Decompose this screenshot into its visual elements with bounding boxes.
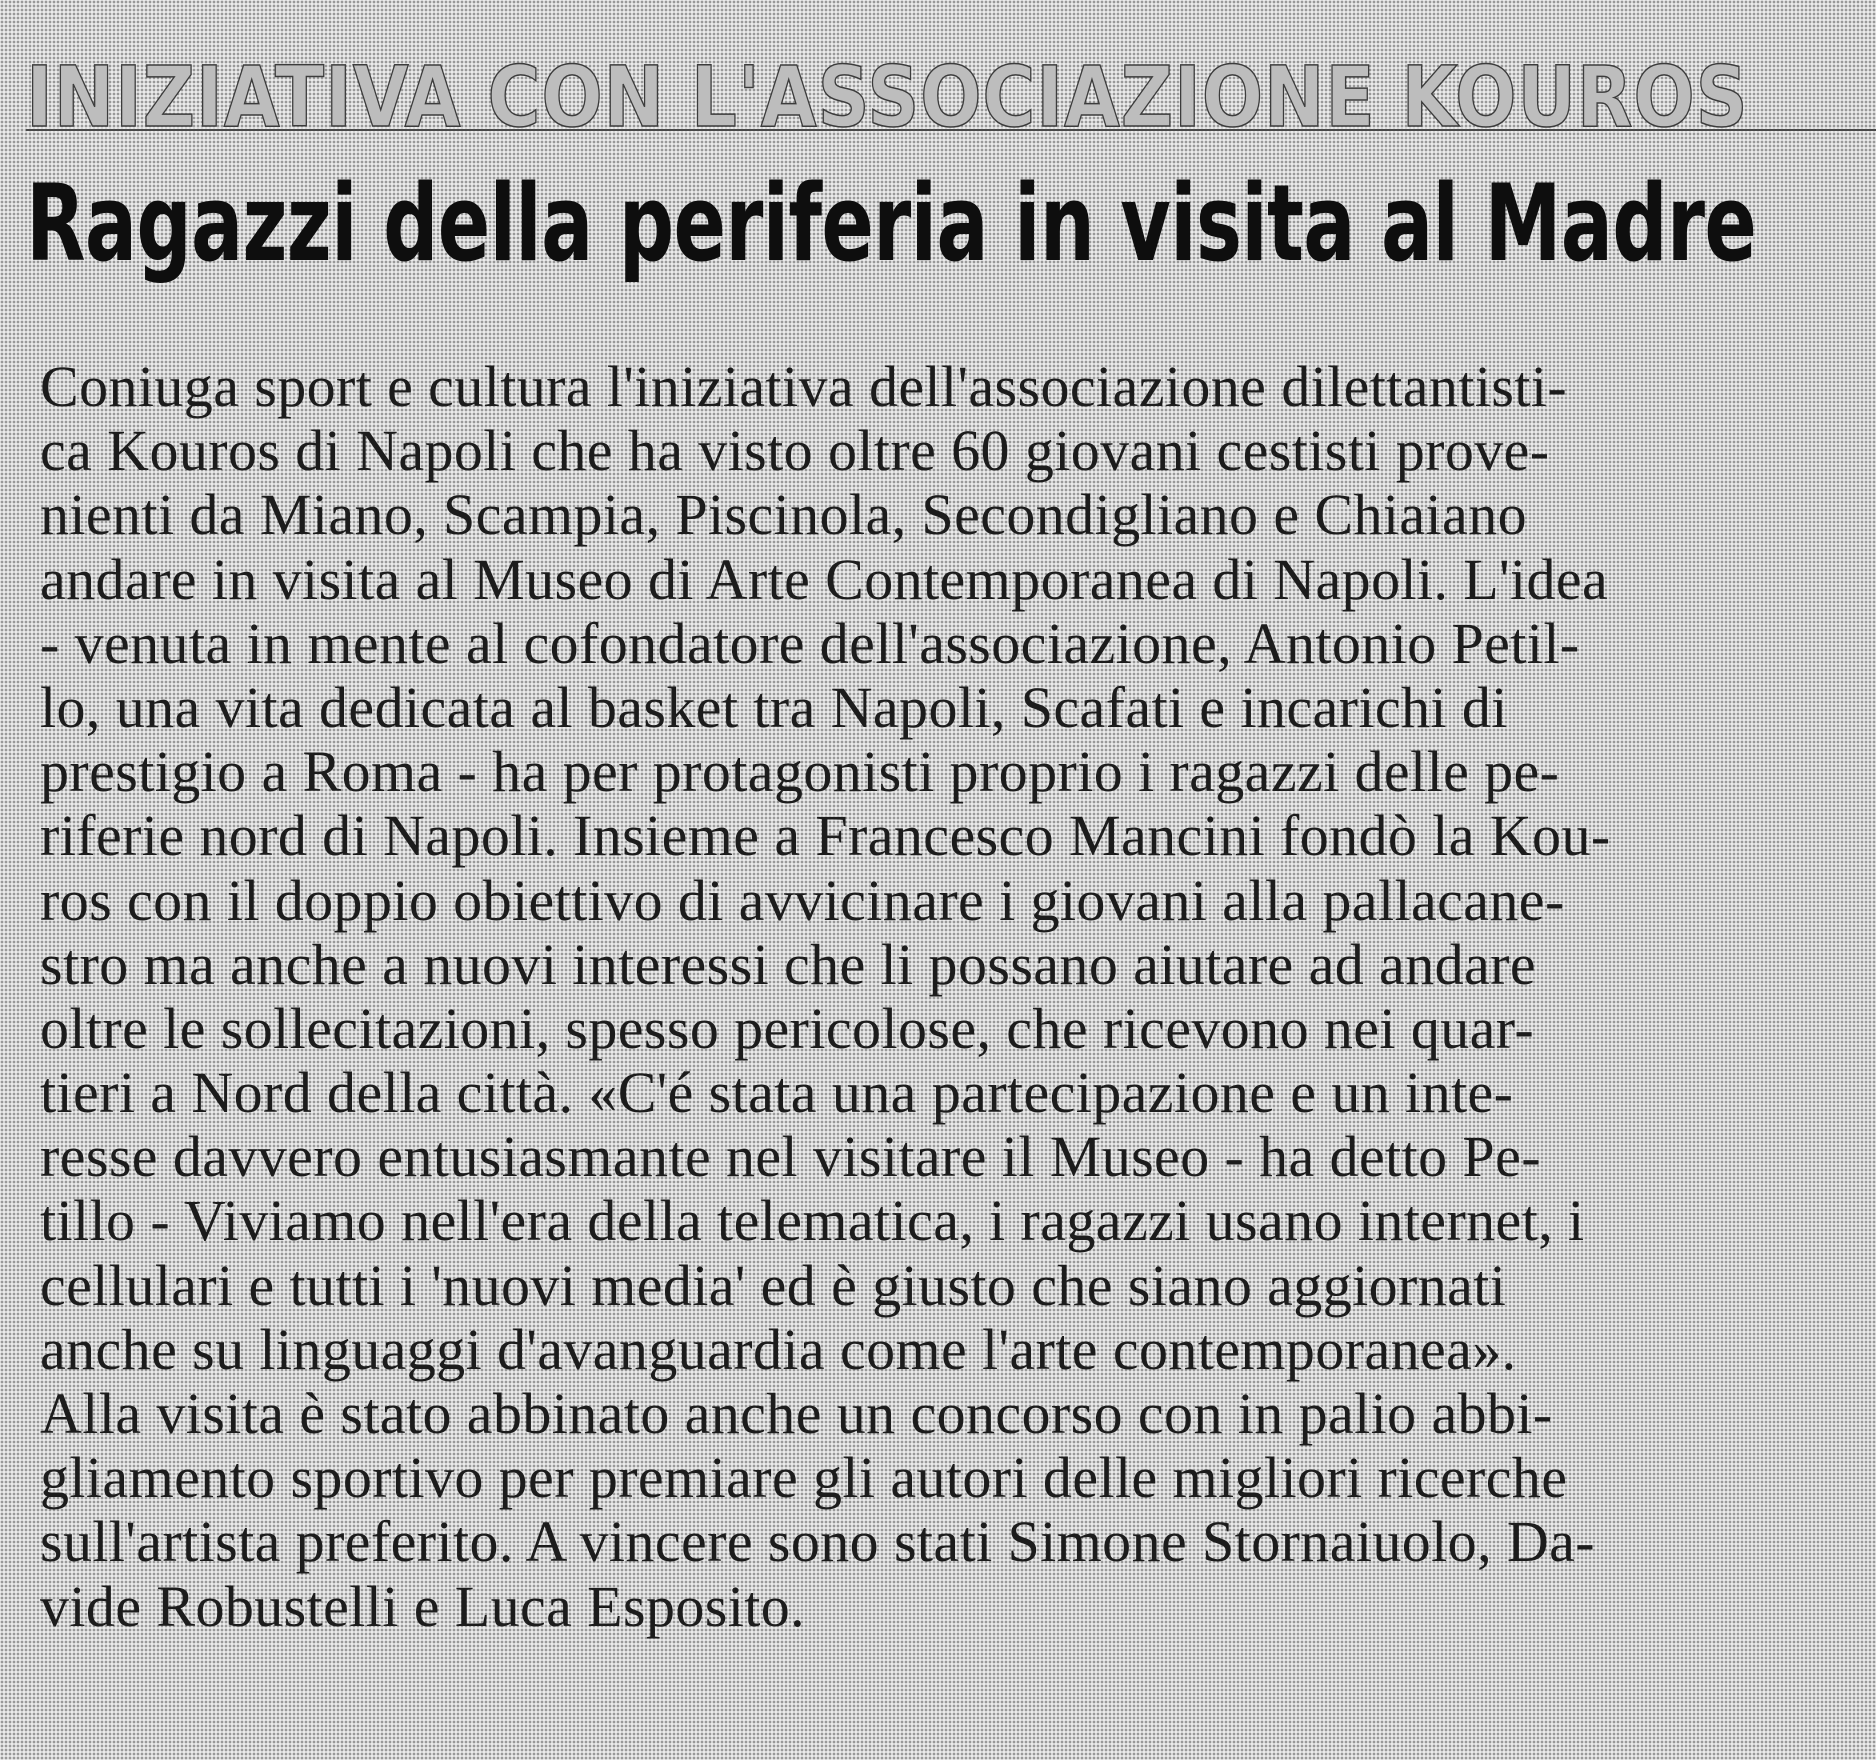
article-body bbox=[40, 355, 1870, 1639]
article-kicker: INIZIATIVA CON L'ASSOCIAZIONE KOUROS bbox=[26, 48, 1749, 146]
article-headline: Ragazzi della periferia in visita al Madre bbox=[26, 162, 1757, 285]
body-line: anche su linguaggi d'avanguardia come l'arte contemporanea». bbox=[40, 1316, 1517, 1382]
body-line: ros con il doppio obiettivo di avvicinare i giovani alla pallacane- bbox=[40, 867, 1565, 933]
body-line: riferie nord di Napoli. Insieme a Francesco Mancini fondò la Kou- bbox=[40, 803, 1611, 869]
body-line: andare in visita al Museo di Arte Contemporanea di Napoli. L'idea bbox=[40, 546, 1609, 612]
body-line: gliamento sportivo per premiare gli autori delle migliori ricerche bbox=[40, 1445, 1568, 1511]
body-line: Coniuga sport e cultura l'iniziativa dell'associazione dilettantisti- bbox=[40, 354, 1568, 419]
kicker-rule-divider bbox=[26, 129, 1876, 131]
body-line: oltre le sollecitazioni, spesso pericolose, che ricevono nei quar- bbox=[40, 995, 1535, 1061]
body-line: tieri a Nord della città. «C'é stata una partecipazione e un inte- bbox=[40, 1060, 1514, 1126]
body-line: cellulari e tutti i 'nuovi media' ed è giusto che siano aggiornati bbox=[40, 1252, 1507, 1318]
body-line: vide Robustelli e Luca Esposito. bbox=[40, 1573, 806, 1639]
body-line: tillo - Viviamo nell'era della telematica, i ragazzi usano internet, i bbox=[40, 1188, 1585, 1254]
body-line: lo, una vita dedicata al basket tra Napoli, Scafati e incarichi di bbox=[40, 674, 1508, 740]
body-line: prestigio a Roma - ha per protagonisti proprio i ragazzi delle pe- bbox=[40, 739, 1560, 805]
body-line: nienti da Miano, Scampia, Piscinola, Secondigliano e Chiaiano bbox=[40, 482, 1528, 548]
body-line: Alla visita è stato abbinato anche un concorso con in palio abbi- bbox=[40, 1381, 1553, 1446]
body-line: sull'artista preferito. A vincere sono stati Simone Stornaiuolo, Da- bbox=[40, 1509, 1596, 1575]
body-line: stro ma anche a nuovi interessi che li possano aiutare ad andare bbox=[40, 931, 1536, 997]
body-line: ca Kouros di Napoli che ha visto oltre 60 giovani cestisti prove- bbox=[40, 418, 1550, 484]
body-line: resse davvero entusiasmante nel visitare il Museo - ha detto Pe- bbox=[40, 1124, 1541, 1190]
body-line: - venuta in mente al cofondatore dell'associazione, Antonio Petil- bbox=[40, 610, 1580, 676]
